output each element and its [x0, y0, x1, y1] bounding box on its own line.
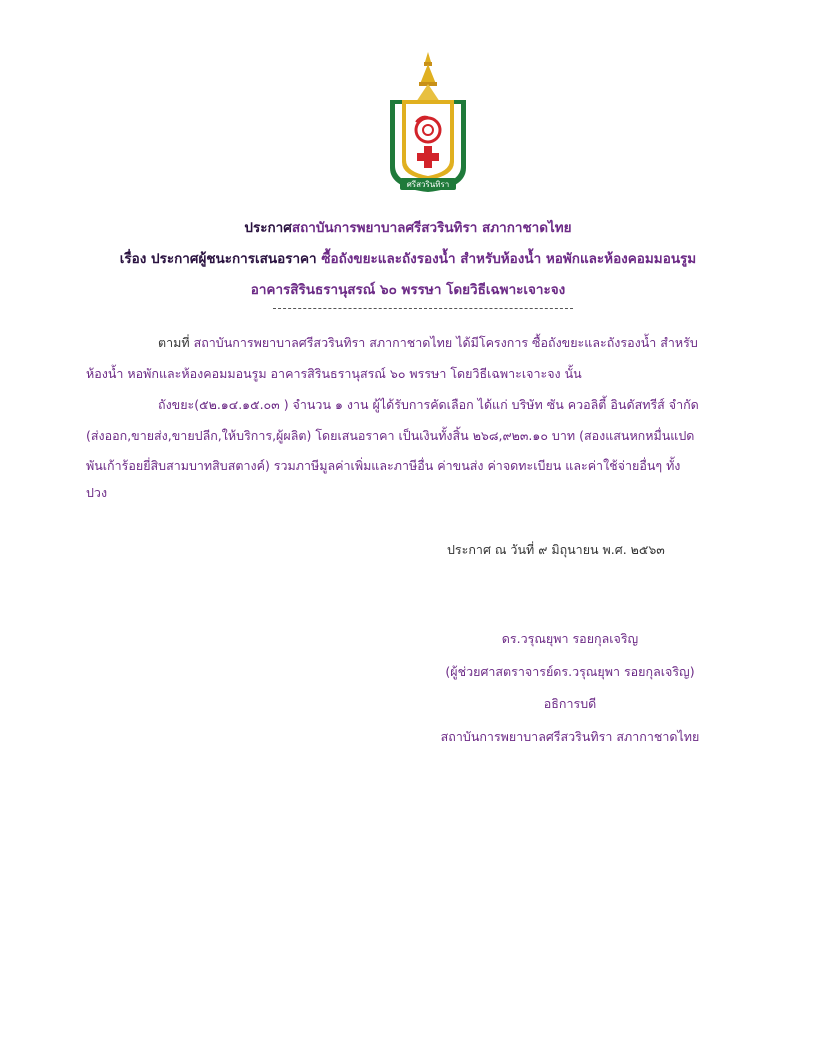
body-lead-word: ตามที่ [158, 335, 194, 350]
heading-line-3: อาคารสิรินธรานุสรณ์ ๖๐ พรรษา โดยวิธีเฉพาะเจาะจง [250, 282, 566, 298]
signatory-name: ดร.วรุณยุพา รอยกุลเจริญ [501, 631, 639, 646]
signatory-organization: สถาบันการพยาบาลศรีสวรินทิรา สภากาชาดไทย [440, 729, 700, 744]
announcement-date: ประกาศ ณ วันที่ ๙ มิถุนายน พ.ศ. ๒๕๖๓ [447, 542, 665, 557]
heading-line-2 [0, 249, 816, 269]
heading-subject: ซื้อถังขยะและถังรองน้ำ สำหรับห้องน้ำ หอพักและห้องคอมมอนรูม [321, 251, 697, 267]
heading-prefix: ประกาศ [244, 220, 292, 236]
signatory-position: อธิการบดี [543, 696, 597, 711]
institute-emblem-logo [386, 50, 470, 194]
body-line-5: พันเก้าร้อยยี่สิบสามบาทสิบสตางค์) รวมภาษีมูลค่าเพิ่มและภาษีอื่น ค่าขนส่ง ค่าจดทะเบียน และค่าใช้จ่ายอื่นๆ ทั้ง [86, 458, 681, 473]
emblem-banner-text: ศรีสวรินทิรา [406, 180, 450, 189]
separator-rule [273, 308, 573, 309]
body-line-4: (ส่งออก,ขายส่ง,ขายปลีก,ให้บริการ,ผู้ผลิต) โดยเสนอราคา เป็นเงินทั้งสิ้น ๒๖๘,๙๒๓.๑๐ บาท (สองแสนหกหมื่นแปด [86, 428, 695, 443]
body-line-6: ปวง [86, 485, 108, 500]
body-line-2: ห้องน้ำ หอพักและห้องคอมมอนรูม อาคารสิรินธรานุสรณ์ ๖๐ พรรษา โดยวิธีเฉพาะเจาะจง นั้น [86, 366, 582, 381]
body-line-1 [158, 334, 698, 352]
body-line-1-text: สถาบันการพยาบาลศรีสวรินทิรา สภากาชาดไทย ได้มีโครงการ ซื้อถังขยะและถังรองน้ำ สำหรับ [193, 335, 698, 350]
heading-subject-prefix: เรื่อง ประกาศผู้ชนะการเสนอราคา [119, 251, 322, 267]
heading-line-1 [0, 218, 816, 238]
body-line-3: ถังขยะ(๕๒.๑๔.๑๕.๐๓ ) จำนวน ๑ งาน ผู้ได้รับการคัดเลือก ได้แก่ บริษัท ซัน ควอลิตี้ อินดัสทรีส์ จำกัด [158, 397, 699, 412]
signatory-full-title: (ผู้ช่วยศาสตราจารย์ดร.วรุณยุพา รอยกุลเจริญ) [445, 664, 695, 679]
heading-institute: สถาบันการพยาบาลศรีสวรินทิรา สภากาชาดไทย [291, 220, 572, 236]
